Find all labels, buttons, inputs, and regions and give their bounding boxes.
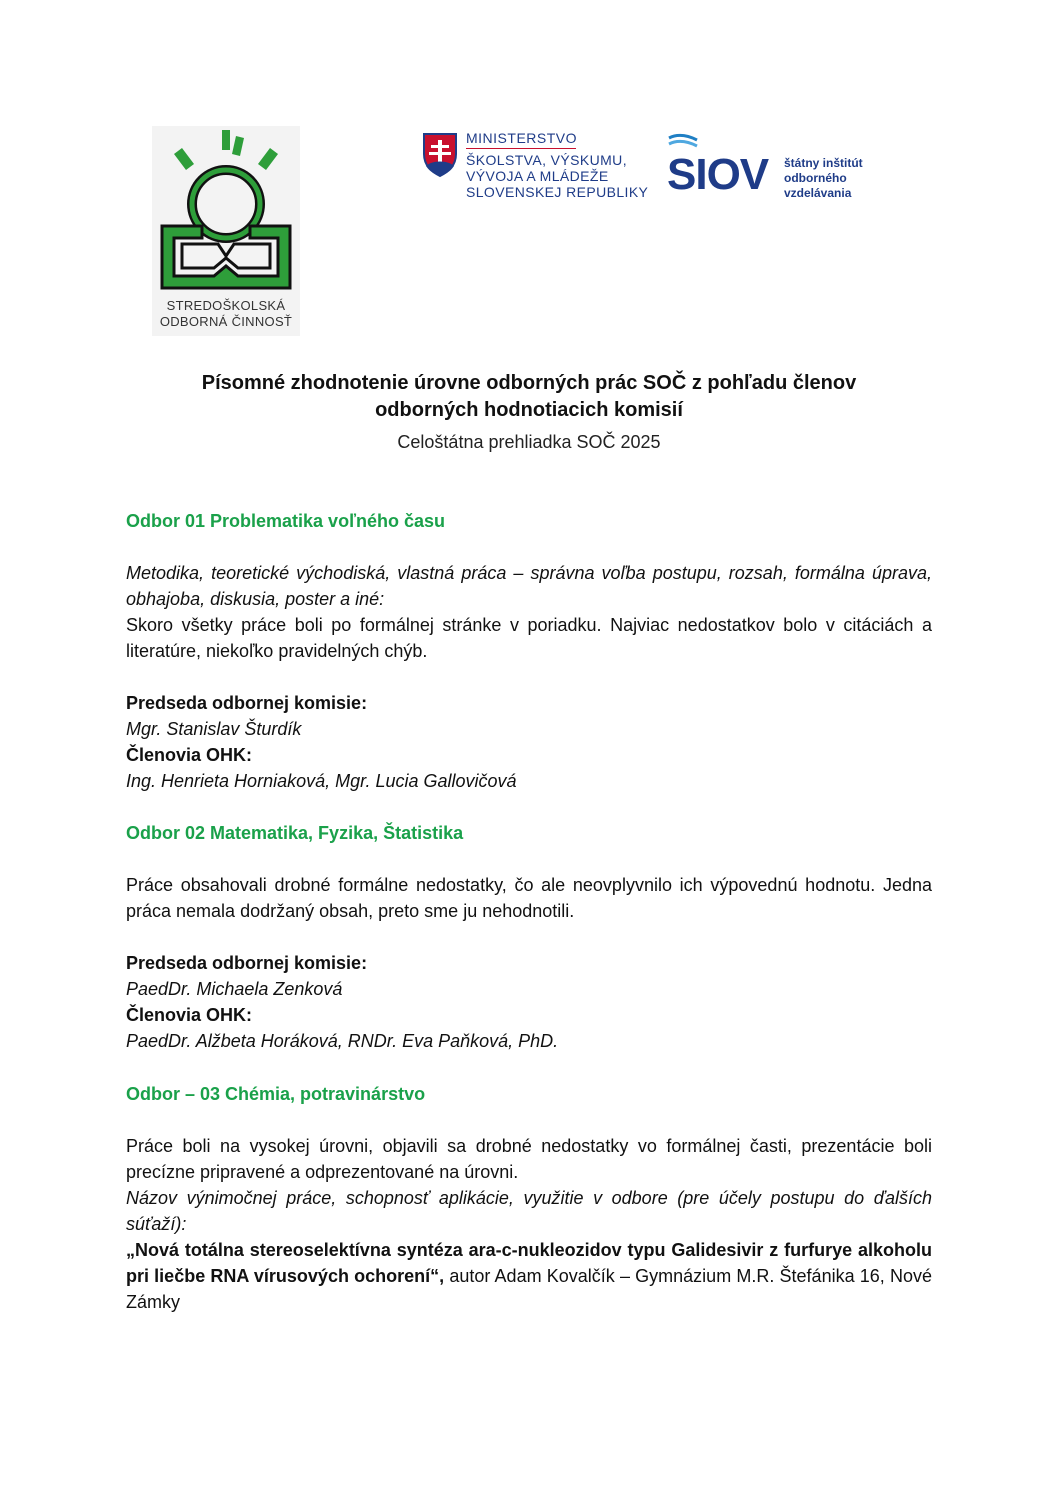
soc-logo-line2: ODBORNÁ ČINNOSŤ (159, 314, 293, 329)
chair-label: Predseda odbornej komisie: (126, 693, 368, 713)
siov-waves-icon (667, 132, 707, 152)
members-label: Členovia OHK: (126, 1005, 253, 1025)
document-subtitle: Celoštátna prehliadka SOČ 2025 (397, 432, 661, 452)
ministry-line1: ŠKOLSTVA, VÝSKUMU, (466, 152, 627, 168)
section-text: Práce boli na vysokej úrovni, objavili sa drobné nedostatky vo formálnej časti, prezentácie boli precízne pripravené a odprezentované na úrovni. (126, 1136, 932, 1182)
chair-label: Predseda odbornej komisie: (126, 953, 368, 973)
ministry-title: MINISTERSTVO (466, 130, 578, 146)
members-label: Členovia OHK: (126, 745, 253, 765)
chair-name: Mgr. Stanislav Šturdík (126, 719, 302, 739)
siov-sub-line2: odborného (784, 171, 847, 185)
work-title: „Nová totálna stereoselektívna syntéza ara-c-nukleozidov typu Galidesivir z furfurye alkoholu pri liečbe RNA vírusových ochorení“, (126, 1240, 932, 1286)
siov-logo (667, 132, 877, 206)
siov-sub-line3: vzdelávania (784, 186, 852, 200)
siov-sub-line1: štátny inštitút (784, 156, 863, 170)
ministry-logo (422, 130, 652, 206)
soc-logo-line1: STREDOŠKOLSKÁ (166, 298, 286, 313)
chair-name: PaedDr. Michaela Zenková (126, 979, 343, 999)
work-author: autor Adam Kovalčík – Gymnázium M.R. Štefánika 16, Nové Zámky (126, 1266, 933, 1312)
siov-wordmark: SIOV (667, 150, 769, 199)
ministry-line2: VÝVOJA A MLÁDEŽE (466, 168, 609, 184)
section-heading: Odbor 02 Matematika, Fyzika, Štatistika (126, 823, 464, 843)
soc-emblem-icon (152, 126, 300, 296)
ministry-line3: SLOVENSKEJ REPUBLIKY (466, 184, 649, 200)
ministry-rule (466, 148, 576, 149)
outstanding-work (126, 1237, 932, 1315)
document-title-line2: odborných hodnotiacich komisií (375, 399, 683, 421)
section-italic-intro: Metodika, teoretické východiská, vlastná práca – správna voľba postupu, rozsah, formálna úprava, obhajoba, diskusia, poster a iné: (126, 563, 932, 609)
slovak-coat-of-arms-icon (422, 132, 458, 178)
soc-logo (152, 126, 300, 336)
section-italic-intro: Názov výnimočnej práce, schopnosť aplikácie, využitie v odbore (pre účely postupu do ďalších súťaží): (126, 1188, 932, 1234)
section-heading: Odbor 01 Problematika voľného času (126, 511, 446, 531)
section-text: Skoro všetky práce boli po formálnej stránke v poriadku. Najviac nedostatkov bolo v citáciách a literatúre, niekoľko pravidelných chýb. (126, 615, 932, 661)
members-names: Ing. Henrieta Horniaková, Mgr. Lucia Gallovičová (126, 771, 517, 791)
section-heading: Odbor – 03 Chémia, potravinárstvo (126, 1084, 426, 1104)
members-names: PaedDr. Alžbeta Horáková, RNDr. Eva Paňková, PhD. (126, 1031, 559, 1051)
document-title-line1: Písomné zhodnotenie úrovne odborných prác SOČ z pohľadu členov (201, 372, 857, 394)
section-text: Práce obsahovali drobné formálne nedostatky, čo ale neovplyvnilo ich výpovednú hodnotu. Jedna práca nemala dodržaný obsah, preto sme ju nehodnotili. (126, 875, 932, 921)
